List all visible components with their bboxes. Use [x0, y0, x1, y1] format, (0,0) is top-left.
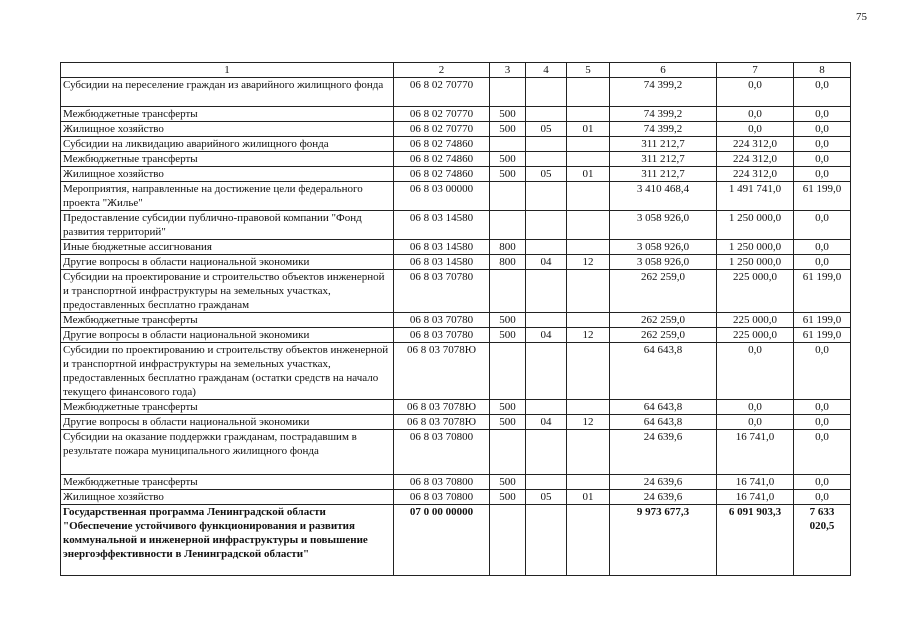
row-col6: 311 212,7	[610, 167, 717, 182]
row-col6: 64 643,8	[610, 415, 717, 430]
row-col4	[526, 152, 567, 167]
row-col8: 0,0	[794, 240, 851, 255]
page-number: 75	[856, 11, 867, 23]
row-col4	[526, 211, 567, 240]
row-col7: 1 250 000,0	[717, 240, 794, 255]
table-row	[61, 343, 851, 400]
table-row	[61, 490, 851, 505]
row-col6: 262 259,0	[610, 270, 717, 313]
row-col7: 0,0	[717, 415, 794, 430]
row-col3: 500	[490, 328, 526, 343]
table-row	[61, 182, 851, 211]
row-col5: 12	[567, 255, 610, 270]
row-col8: 7 633 020,5	[794, 505, 851, 576]
row-col8: 0,0	[794, 137, 851, 152]
row-col3: 500	[490, 475, 526, 490]
row-col4	[526, 475, 567, 490]
row-col5	[567, 211, 610, 240]
row-col7: 225 000,0	[717, 270, 794, 313]
row-col4	[526, 137, 567, 152]
table-row	[61, 78, 851, 107]
row-code: 06 8 03 14580	[394, 240, 490, 255]
column-header: 1	[61, 63, 394, 78]
row-col5: 12	[567, 328, 610, 343]
row-name: Мероприятия, направленные на достижение цели федерального проекта "Жилье"	[61, 182, 394, 211]
row-col4	[526, 78, 567, 107]
row-col4	[526, 182, 567, 211]
row-name: Жилищное хозяйство	[61, 167, 394, 182]
row-col4	[526, 343, 567, 400]
row-name: Субсидии на переселение граждан из аварийного жилищного фонда	[61, 78, 394, 107]
row-code: 06 8 02 74860	[394, 152, 490, 167]
row-col4: 05	[526, 490, 567, 505]
row-col3: 500	[490, 415, 526, 430]
table-row	[61, 240, 851, 255]
row-col6: 262 259,0	[610, 313, 717, 328]
row-col3	[490, 430, 526, 475]
row-col5	[567, 182, 610, 211]
row-col6: 24 639,6	[610, 475, 717, 490]
column-header: 7	[717, 63, 794, 78]
row-col6: 74 399,2	[610, 122, 717, 137]
row-name: Субсидии на ликвидацию аварийного жилищного фонда	[61, 137, 394, 152]
row-col3	[490, 343, 526, 400]
row-col3	[490, 137, 526, 152]
table-row	[61, 270, 851, 313]
row-col6: 3 058 926,0	[610, 255, 717, 270]
row-col7: 16 741,0	[717, 490, 794, 505]
row-col4: 05	[526, 122, 567, 137]
row-col3	[490, 211, 526, 240]
column-header: 4	[526, 63, 567, 78]
row-col5: 01	[567, 490, 610, 505]
row-col7: 225 000,0	[717, 313, 794, 328]
row-col5: 12	[567, 415, 610, 430]
row-code: 06 8 03 14580	[394, 255, 490, 270]
row-col7: 16 741,0	[717, 430, 794, 475]
row-col3: 500	[490, 152, 526, 167]
table-row	[61, 255, 851, 270]
row-name: Межбюджетные трансферты	[61, 475, 394, 490]
row-col8: 0,0	[794, 490, 851, 505]
row-name: Межбюджетные трансферты	[61, 313, 394, 328]
row-col8: 0,0	[794, 475, 851, 490]
column-header: 2	[394, 63, 490, 78]
row-col8: 0,0	[794, 107, 851, 122]
row-name: Межбюджетные трансферты	[61, 400, 394, 415]
row-col8: 0,0	[794, 255, 851, 270]
row-col4	[526, 240, 567, 255]
row-col3: 500	[490, 167, 526, 182]
row-col6: 9 973 677,3	[610, 505, 717, 576]
row-code: 06 8 02 74860	[394, 167, 490, 182]
row-col7: 1 491 741,0	[717, 182, 794, 211]
row-col7: 6 091 903,3	[717, 505, 794, 576]
row-col4: 04	[526, 255, 567, 270]
row-col3: 500	[490, 400, 526, 415]
table-row	[61, 313, 851, 328]
row-col8: 0,0	[794, 430, 851, 475]
row-col7: 224 312,0	[717, 167, 794, 182]
row-col6: 74 399,2	[610, 78, 717, 107]
row-col5	[567, 505, 610, 576]
row-col7: 1 250 000,0	[717, 255, 794, 270]
row-code: 06 8 03 70780	[394, 313, 490, 328]
row-name: Межбюджетные трансферты	[61, 152, 394, 167]
row-col8: 0,0	[794, 211, 851, 240]
row-col5	[567, 240, 610, 255]
column-header: 8	[794, 63, 851, 78]
row-col4	[526, 107, 567, 122]
column-header: 6	[610, 63, 717, 78]
row-col6: 311 212,7	[610, 137, 717, 152]
row-col4	[526, 505, 567, 576]
row-col6: 24 639,6	[610, 490, 717, 505]
row-col6: 3 058 926,0	[610, 211, 717, 240]
row-code: 06 8 03 70800	[394, 430, 490, 475]
row-col6: 74 399,2	[610, 107, 717, 122]
row-col8: 0,0	[794, 122, 851, 137]
table-row	[61, 152, 851, 167]
row-col6: 262 259,0	[610, 328, 717, 343]
header-row	[61, 63, 851, 78]
row-col7: 224 312,0	[717, 152, 794, 167]
row-col4	[526, 400, 567, 415]
table-row	[61, 137, 851, 152]
row-col3	[490, 78, 526, 107]
budget-table	[60, 62, 851, 576]
row-col7: 0,0	[717, 107, 794, 122]
row-code: 06 8 03 70780	[394, 270, 490, 313]
table-row	[61, 475, 851, 490]
row-col8: 0,0	[794, 415, 851, 430]
row-col6: 311 212,7	[610, 152, 717, 167]
row-code: 06 8 03 70800	[394, 490, 490, 505]
row-col5	[567, 430, 610, 475]
row-col7: 16 741,0	[717, 475, 794, 490]
row-col8: 0,0	[794, 343, 851, 400]
row-col5: 01	[567, 167, 610, 182]
column-header: 3	[490, 63, 526, 78]
row-col8: 0,0	[794, 78, 851, 107]
row-col5	[567, 107, 610, 122]
row-col4: 04	[526, 328, 567, 343]
row-col3: 800	[490, 240, 526, 255]
row-col3	[490, 270, 526, 313]
row-col4	[526, 313, 567, 328]
row-col3: 500	[490, 107, 526, 122]
row-code: 06 8 02 70770	[394, 107, 490, 122]
row-col8: 0,0	[794, 167, 851, 182]
row-name: Государственная программа Ленинградской области "Обеспечение устойчивого функционирования и развития коммунальной и инженерной инфраструктуры и повышение энергоэффективности в Ленинградской области"	[61, 505, 394, 576]
row-name: Предоставление субсидии публично-правовой компании "Фонд развития территорий"	[61, 211, 394, 240]
row-code: 06 8 03 14580	[394, 211, 490, 240]
row-name: Иные бюджетные ассигнования	[61, 240, 394, 255]
table-row	[61, 430, 851, 475]
row-name: Другие вопросы в области национальной экономики	[61, 255, 394, 270]
row-col5	[567, 313, 610, 328]
row-col8: 0,0	[794, 152, 851, 167]
row-col8: 61 199,0	[794, 313, 851, 328]
row-col8: 61 199,0	[794, 328, 851, 343]
row-col8: 0,0	[794, 400, 851, 415]
table-row	[61, 122, 851, 137]
row-name: Субсидии на проектирование и строительство объектов инженерной и транспортной инфраструктуры на земельных участках, предоставленных бесплатно гражданам	[61, 270, 394, 313]
table-body	[61, 78, 851, 576]
row-col8: 61 199,0	[794, 270, 851, 313]
table-row	[61, 328, 851, 343]
row-col5	[567, 270, 610, 313]
row-col5	[567, 78, 610, 107]
row-name: Субсидии по проектированию и строительству объектов инженерной и транспортной инфраструктуры на земельных участках, предоставленных бесплатно гражданам (остатки средств на начало текущего финансового года)	[61, 343, 394, 400]
column-header: 5	[567, 63, 610, 78]
row-col3: 500	[490, 490, 526, 505]
row-col5	[567, 137, 610, 152]
row-col3: 500	[490, 122, 526, 137]
row-code: 07 0 00 00000	[394, 505, 490, 576]
row-col3: 800	[490, 255, 526, 270]
row-col4	[526, 270, 567, 313]
row-col6: 64 643,8	[610, 343, 717, 400]
row-code: 06 8 02 70770	[394, 78, 490, 107]
row-code: 06 8 03 7078Ю	[394, 343, 490, 400]
row-code: 06 8 03 7078Ю	[394, 400, 490, 415]
row-code: 06 8 03 00000	[394, 182, 490, 211]
table-row	[61, 400, 851, 415]
row-col4: 05	[526, 167, 567, 182]
row-col7: 0,0	[717, 122, 794, 137]
row-col5	[567, 400, 610, 415]
table-row	[61, 167, 851, 182]
row-col4: 04	[526, 415, 567, 430]
table-row	[61, 211, 851, 240]
row-col7: 224 312,0	[717, 137, 794, 152]
row-name: Жилищное хозяйство	[61, 122, 394, 137]
row-code: 06 8 03 70800	[394, 475, 490, 490]
table-row	[61, 505, 851, 576]
row-code: 06 8 02 70770	[394, 122, 490, 137]
row-name: Другие вопросы в области национальной экономики	[61, 415, 394, 430]
row-code: 06 8 03 7078Ю	[394, 415, 490, 430]
row-name: Субсидии на оказание поддержки гражданам, пострадавшим в результате пожара муниципального жилищного фонда	[61, 430, 394, 475]
row-col5	[567, 475, 610, 490]
row-name: Межбюджетные трансферты	[61, 107, 394, 122]
row-col3: 500	[490, 313, 526, 328]
row-col7: 0,0	[717, 78, 794, 107]
row-col7: 0,0	[717, 400, 794, 415]
row-col4	[526, 430, 567, 475]
row-name: Жилищное хозяйство	[61, 490, 394, 505]
row-col7: 225 000,0	[717, 328, 794, 343]
row-col5: 01	[567, 122, 610, 137]
table-row	[61, 415, 851, 430]
row-code: 06 8 03 70780	[394, 328, 490, 343]
table-row	[61, 107, 851, 122]
row-code: 06 8 02 74860	[394, 137, 490, 152]
row-col7: 0,0	[717, 343, 794, 400]
row-col5	[567, 343, 610, 400]
row-name: Другие вопросы в области национальной экономики	[61, 328, 394, 343]
row-col3	[490, 182, 526, 211]
row-col8: 61 199,0	[794, 182, 851, 211]
row-col7: 1 250 000,0	[717, 211, 794, 240]
row-col6: 24 639,6	[610, 430, 717, 475]
row-col6: 64 643,8	[610, 400, 717, 415]
row-col6: 3 058 926,0	[610, 240, 717, 255]
row-col5	[567, 152, 610, 167]
row-col3	[490, 505, 526, 576]
row-col6: 3 410 468,4	[610, 182, 717, 211]
